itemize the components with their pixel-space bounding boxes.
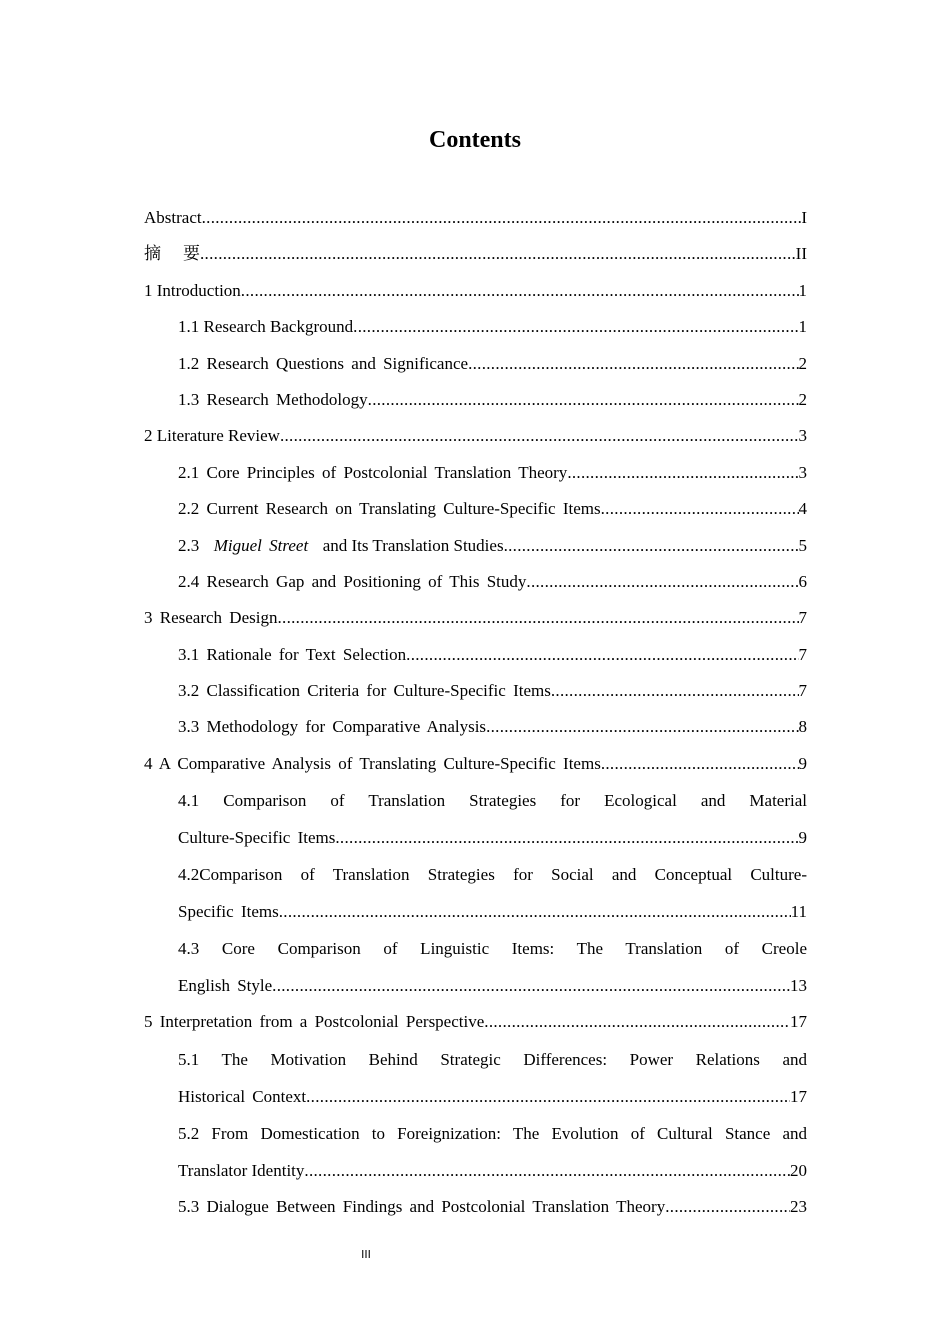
- toc-entry-1-1[interactable]: [144, 309, 807, 345]
- toc-entry-label: 2.4 Research Gap and Positioning of This Study: [178, 571, 527, 591]
- toc-entry-research-design[interactable]: [144, 600, 807, 636]
- toc-entry-page: 3: [798, 426, 807, 446]
- toc-entry-label: 1.3 Research Methodology: [178, 389, 368, 409]
- toc-entry-label: 3.2 Classification Criteria for Culture-Specific Items: [178, 681, 551, 701]
- toc-entry-label: Abstract: [144, 207, 202, 227]
- toc-entry-4-3[interactable]: [144, 930, 807, 1004]
- toc-entry-label: 3.3 Methodology for Comparative Analysis: [178, 717, 487, 737]
- toc-entry-label: 3 Research Design: [144, 608, 278, 628]
- toc-entry-page: 5: [798, 535, 807, 555]
- toc-entry-page: 9: [798, 828, 807, 848]
- toc-entry-page: 11: [790, 902, 807, 922]
- toc-entry-label-line2: Historical Context: [178, 1086, 307, 1106]
- toc-entry-label: [144, 236, 200, 272]
- toc-leader-dots: [406, 637, 798, 673]
- toc-entry-page: II: [795, 244, 807, 264]
- toc-entry-page: 4: [798, 499, 807, 519]
- toc-entry-page: 2: [798, 353, 807, 373]
- toc-entry-label-line1: 5.2 From Domestication to Foreignization: The Evolution of Cultural Stance and: [178, 1123, 807, 1143]
- toc-entry-5-2[interactable]: [144, 1115, 807, 1189]
- toc-entry-label: 3.1 Rationale for Text Selection: [178, 644, 407, 664]
- toc-leader-dots: [272, 967, 790, 1004]
- toc-entry-page: 9: [798, 753, 807, 773]
- toc-entry-page: 7: [798, 608, 807, 628]
- toc-leader-dots: [200, 236, 796, 272]
- toc-leader-dots: [241, 273, 799, 309]
- toc-entry-introduction[interactable]: [144, 273, 807, 309]
- toc-entry-2-3[interactable]: [144, 528, 807, 564]
- toc-entry-label-text: and Its Translation Studies: [322, 535, 504, 555]
- toc-leader-dots: [484, 1004, 790, 1040]
- toc-entry-page: 17: [790, 1086, 807, 1106]
- toc-entry-page: 2: [798, 389, 807, 409]
- toc-entry-page: 23: [790, 1196, 807, 1216]
- toc-entry-label: 4 A Comparative Analysis of Translating Culture-Specific Items: [144, 753, 601, 773]
- toc-leader-dots: [601, 746, 799, 782]
- toc-entry-label: 5.3 Dialogue Between Findings and Postcolonial Translation Theory: [178, 1196, 666, 1216]
- toc-entry-label-line2: Specific Items: [178, 902, 279, 922]
- toc-leader-dots: [486, 709, 798, 745]
- toc-entry-label-line2: Translator Identity: [178, 1160, 305, 1180]
- toc-entry-3-2[interactable]: [144, 673, 807, 709]
- toc-entry-5-1[interactable]: [144, 1041, 807, 1115]
- toc-entry-label: 2 Literature Review: [144, 426, 280, 446]
- toc-entry-page: 1: [798, 317, 807, 337]
- toc-leader-dots: [304, 1152, 790, 1189]
- toc-entry-label: [178, 528, 504, 564]
- toc-leader-dots: [353, 309, 798, 345]
- toc-entry-abstract[interactable]: [144, 200, 807, 236]
- toc-leader-dots: [306, 1078, 790, 1115]
- toc-entry-label: 2.1 Core Principles of Postcolonial Translation Theory: [178, 462, 568, 482]
- toc-entry-2-1[interactable]: [144, 455, 807, 491]
- toc-entry-chinese-abstract[interactable]: [144, 236, 807, 272]
- toc-leader-dots: [468, 346, 798, 382]
- table-of-contents: [144, 200, 807, 1225]
- toc-entry-label-char: 摘: [144, 244, 161, 264]
- toc-leader-dots: [665, 1189, 790, 1225]
- toc-leader-dots: [567, 455, 798, 491]
- toc-entry-label: 1.1 Research Background: [178, 317, 354, 337]
- toc-entry-3-3[interactable]: [144, 709, 807, 745]
- toc-entry-1-3[interactable]: [144, 382, 807, 418]
- toc-entry-1-2[interactable]: [144, 346, 807, 382]
- toc-leader-dots: [601, 491, 799, 527]
- toc-leader-dots: [280, 418, 799, 454]
- toc-entry-label-line2: English Style: [178, 976, 273, 996]
- toc-entry-literature-review[interactable]: [144, 418, 807, 454]
- toc-entry-page: 7: [798, 681, 807, 701]
- toc-leader-dots: [526, 564, 798, 600]
- toc-entry-label: 2.2 Current Research on Translating Culture-Specific Items: [178, 499, 601, 519]
- toc-entry-label-line1: 4.1 Comparison of Translation Strategies for Ecological and Material: [178, 791, 807, 811]
- toc-entry-label-line2: Culture-Specific Items: [178, 828, 336, 848]
- toc-entry-label: 1.2 Research Questions and Significance: [178, 353, 469, 373]
- toc-entry-postcolonial-interpretation[interactable]: [144, 1004, 807, 1040]
- toc-leader-dots: [279, 893, 791, 930]
- toc-entry-2-4[interactable]: [144, 564, 807, 600]
- toc-leader-dots: [551, 673, 799, 709]
- toc-leader-dots: [504, 528, 799, 564]
- toc-entry-comparative-analysis[interactable]: [144, 746, 807, 782]
- toc-entry-page: 6: [798, 571, 807, 591]
- toc-entry-label-line1: 4.3 Core Comparison of Linguistic Items: The Translation of Creole: [178, 939, 807, 959]
- toc-entry-page: 3: [798, 462, 807, 482]
- toc-entry-page: 7: [798, 644, 807, 664]
- toc-entry-label-book-title: Miguel Street: [213, 535, 309, 555]
- toc-entry-label-char: 要: [183, 244, 200, 264]
- toc-leader-dots: [335, 819, 798, 856]
- toc-entry-label: 5 Interpretation from a Postcolonial Perspective: [144, 1012, 485, 1032]
- toc-entry-page: I: [801, 207, 807, 227]
- page-title: Contents: [428, 127, 521, 153]
- page-number: III: [361, 1248, 371, 1261]
- toc-entry-page: 13: [790, 976, 807, 996]
- toc-entry-label-line1: 4.2Comparison of Translation Strategies for Social and Conceptual Culture-: [178, 865, 807, 885]
- toc-entry-4-1[interactable]: [144, 782, 807, 856]
- toc-entry-label-number: 2.3: [178, 535, 200, 555]
- toc-entry-page: 1: [798, 280, 807, 300]
- toc-entry-page: 8: [798, 717, 807, 737]
- toc-entry-2-2[interactable]: [144, 491, 807, 527]
- toc-entry-label: 1 Introduction: [144, 280, 241, 300]
- toc-entry-label-line1: 5.1 The Motivation Behind Strategic Differences: Power Relations and: [178, 1049, 807, 1069]
- toc-leader-dots: [277, 600, 798, 636]
- toc-leader-dots: [202, 200, 802, 236]
- toc-entry-page: 20: [790, 1160, 807, 1180]
- toc-entry-4-2[interactable]: [144, 856, 807, 930]
- toc-entry-page: 17: [790, 1012, 807, 1032]
- toc-entry-5-3[interactable]: [144, 1189, 807, 1225]
- toc-entry-3-1[interactable]: [144, 637, 807, 673]
- toc-leader-dots: [368, 382, 799, 418]
